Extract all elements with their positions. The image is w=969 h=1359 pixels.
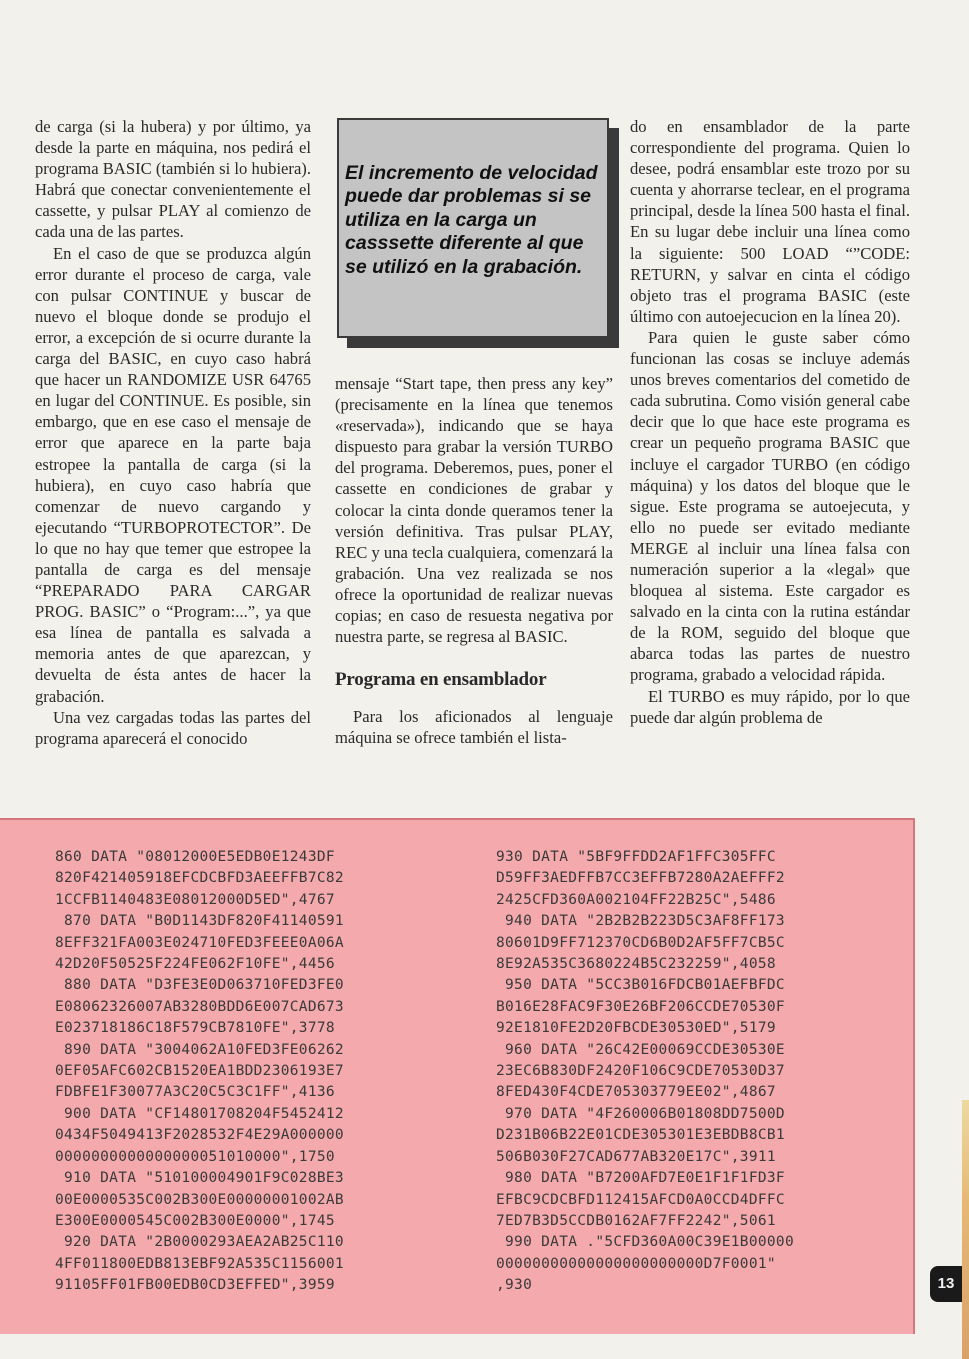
- listing-line: 91105FF01FB00EDB0CD3EFFED",3959: [55, 1277, 335, 1294]
- listing-line: 890 DATA "3004062A10FED3FE06262: [55, 1041, 344, 1058]
- listing-line: 8EFF321FA003E024710FED3FEEE0A06A: [55, 934, 344, 951]
- listing-line: 8FED430F4CDE705303779EE02",4867: [496, 1084, 776, 1101]
- listing-line: 820F421405918EFCDCBFD3AEEFFB7C82: [55, 870, 344, 887]
- listing-line: 980 DATA "B7200AFD7E0E1F1F1FD3F: [496, 1170, 785, 1187]
- listing-line: 1CCFB1140483E08012000D5ED",4767: [55, 891, 335, 908]
- listing-line: D231B06B22E01CDE305301E3EBDB8CB1: [496, 1127, 785, 1144]
- listing-line: 8E92A535C3680224B5C232259",4058: [496, 956, 776, 973]
- listing-line: 910 DATA "510100004901F9C028BE3: [55, 1170, 344, 1187]
- column-3: [630, 116, 910, 728]
- listing-line: E300E0000545C002B300E0000",1745: [55, 1212, 335, 1229]
- column-1: [35, 116, 311, 749]
- listing-line: 940 DATA "2B2B2B223D5C3AF8FF173: [496, 913, 785, 930]
- listing-line: 00000000000000000000000D7F0001": [496, 1255, 776, 1272]
- listing-line: E023718186C18F579CB7810FE",3778: [55, 1020, 335, 1037]
- section-heading: Programa en ensamblador: [335, 669, 547, 691]
- listing-line: 970 DATA "4F260006B01808DD7500D: [496, 1105, 785, 1122]
- listing-line: 950 DATA "5CC3B016FDCB01AEFBFDC: [496, 977, 785, 994]
- listing-line: 0434F5049413F2028532F4E29A000000: [55, 1127, 344, 1144]
- listing-line: FDBFE1F30077A3C20C5C3C1FF",4136: [55, 1084, 335, 1101]
- basic-data-listing: [0, 818, 915, 1334]
- listing-line: 860 DATA "08012000E5EDB0E1243DF: [55, 849, 335, 865]
- pull-quote-text: El incremento de velocidad puede dar problemas si se utiliza en la carga un casssette diferente al que se utilizó en la grabación.: [345, 162, 598, 278]
- column-2: [335, 373, 613, 749]
- pull-quote-box: [337, 118, 609, 338]
- listing-left-column: [55, 847, 344, 1297]
- listing-line: 7ED7B3D5CCDB0162AF7FF2242",5061: [496, 1212, 776, 1229]
- col3-paragraph-1: do en ensamblador de la parte correspondiente del programa. Quien lo desee, podrá ensamblar este trozo por su cuenta y ahorrarse teclear, en el programa principal, desde la línea 500 hasta el final. En su lugar debe incluir una línea como la siguiente: 500 LOAD “”CODE: RETURN, y salvar en cinta el código objeto tras el programa BASIC (este último con autoejecucion en la línea 20).: [630, 117, 910, 326]
- col1-paragraph-2: En el caso de que se produzca algún error durante el proceso de carga, vale con pulsar CONTINUE y buscar de nuevo el bloque donde se produjo el error, a excepción de si ocurre durante la carga del BASIC, en cuyo caso habrá que hacer un RANDOMIZE USR 64765 en lugar del CONTINUE. Es posible, sin embargo, que en ese caso el mensaje de error que aparece en la parte baja estropee la pantalla de carga (si la hubiera), en cuyo caso habría que comenzar de nuevo cargando y ejecutando “TURBOPROTECTOR”. De lo que no hay que temer que estropee la pantalla de carga es del mensaje “PREPARADO PARA CARGAR PROG. BASIC” o “Program:...”, ya que esa línea de pantalla es salvada a memoria antes de que aparezcan, y devuelta de ésta antes de hacer la grabación.: [35, 243, 311, 706]
- listing-line: 870 DATA "B0D1143DF820F41140591: [55, 913, 344, 930]
- listing-right-column: [496, 847, 794, 1297]
- listing-line: 4FF011800EDB813EBF92A535C1156001: [55, 1255, 344, 1272]
- listing-line: E08062326007AB3280BDD6E007CAD673: [55, 998, 344, 1015]
- listing-line: 0000000000000000051010000",1750: [55, 1148, 335, 1165]
- col2-paragraph-2: Para los aficionados al lenguaje máquina se ofrece también el lista-: [335, 707, 613, 748]
- listing-line: 900 DATA "CF14801708204F5452412: [55, 1105, 344, 1122]
- listing-line: 80601D9FF712370CD6B0D2AF5FF7CB5C: [496, 934, 785, 951]
- listing-line: D59FF3AEDFFB7CC3EFFB7280A2AEFFF2: [496, 870, 785, 887]
- listing-line: 42D20F50525F224FE062F10FE",4456: [55, 956, 335, 973]
- listing-line: EFBC9CDCBFD112415AFCD0A0CCD4DFFC: [496, 1191, 785, 1208]
- col3-paragraph-2: Para quien le guste saber cómo funcionan las cosas se incluye además unos breves comentarios del cometido de cada subrutina. Como visión general cabe decir que lo que hace este programa es crear un pequeño programa BASIC que incluye el cargador TURBO (en código máquina) y los datos del bloque que le sigue. Este programa se autoejecuta, y ello no puede ser evitado mediante MERGE al incluir una línea falsa con numeración superior a la «legal» que bloquea al sistema. Este cargador es salvado en la cinta con la rutina estándar de la ROM, seguido del bloque que abarca todas las partes de nuestro programa, grabado a velocidad rápida.: [630, 327, 910, 685]
- listing-line: 880 DATA "D3FE3E0D063710FED3FE0: [55, 977, 344, 994]
- listing-line: 0EF05AFC602CB1520EA1BDD2306193E7: [55, 1063, 344, 1080]
- col1-paragraph-1: de carga (si la hubera) y por último, ya desde la parte en máquina, nos pedirá el programa BASIC (también si lo hubiera). Habrá que conectar convenientemente el cassette, y pulsar PLAY al comienzo de cada una de las partes.: [35, 117, 311, 242]
- listing-line: 92E1810FE2D20FBCDE30530ED",5179: [496, 1020, 776, 1037]
- listing-line: 506B030F27CAD677AB320E17C",3911: [496, 1148, 776, 1165]
- col3-paragraph-3: El TURBO es muy rápido, por lo que puede dar algún problema de: [630, 686, 910, 727]
- listing-line: 2425CFD360A002104FF22B25C",5486: [496, 891, 776, 908]
- listing-line: 23EC6B830DF2420F106C9CDE70530D37: [496, 1063, 785, 1080]
- listing-line: 00E0000535C002B300E00000001002AB: [55, 1191, 344, 1208]
- listing-line: B016E28FAC9F30E26BF206CCDE70530F: [496, 998, 785, 1015]
- listing-line: ,930: [496, 1277, 533, 1294]
- page-number: 13: [930, 1266, 962, 1302]
- page-edge-strip: [962, 1100, 969, 1359]
- listing-line: 990 DATA ."5CFD360A00C39E1B00000: [496, 1234, 794, 1251]
- col1-paragraph-3: Una vez cargadas todas las partes del programa aparecerá el conocido: [35, 707, 311, 748]
- listing-line: 930 DATA "5BF9FFDD2AF1FFC305FFC: [496, 849, 776, 865]
- col2-paragraph-1: mensaje “Start tape, then press any key” (precisamente en la línea que tenemos «reservada»), indicando que se haya dispuesto para grabar la versión TURBO del programa. Deberemos, pues, poner el cassette en condiciones de grabar y colocar la cinta donde queramos tener la versión definitiva. Tras pulsar PLAY, REC y una tecla cualquiera, comenzará la grabación. Una vez realizada se nos ofrece la oportunidad de realizar nuevas copias; en caso de resuesta negativa por nuestra parte, se regresa al BASIC.: [335, 374, 613, 647]
- listing-line: 960 DATA "26C42E00069CCDE30530E: [496, 1041, 785, 1058]
- listing-line: 920 DATA "2B0000293AEA2AB25C110: [55, 1234, 344, 1251]
